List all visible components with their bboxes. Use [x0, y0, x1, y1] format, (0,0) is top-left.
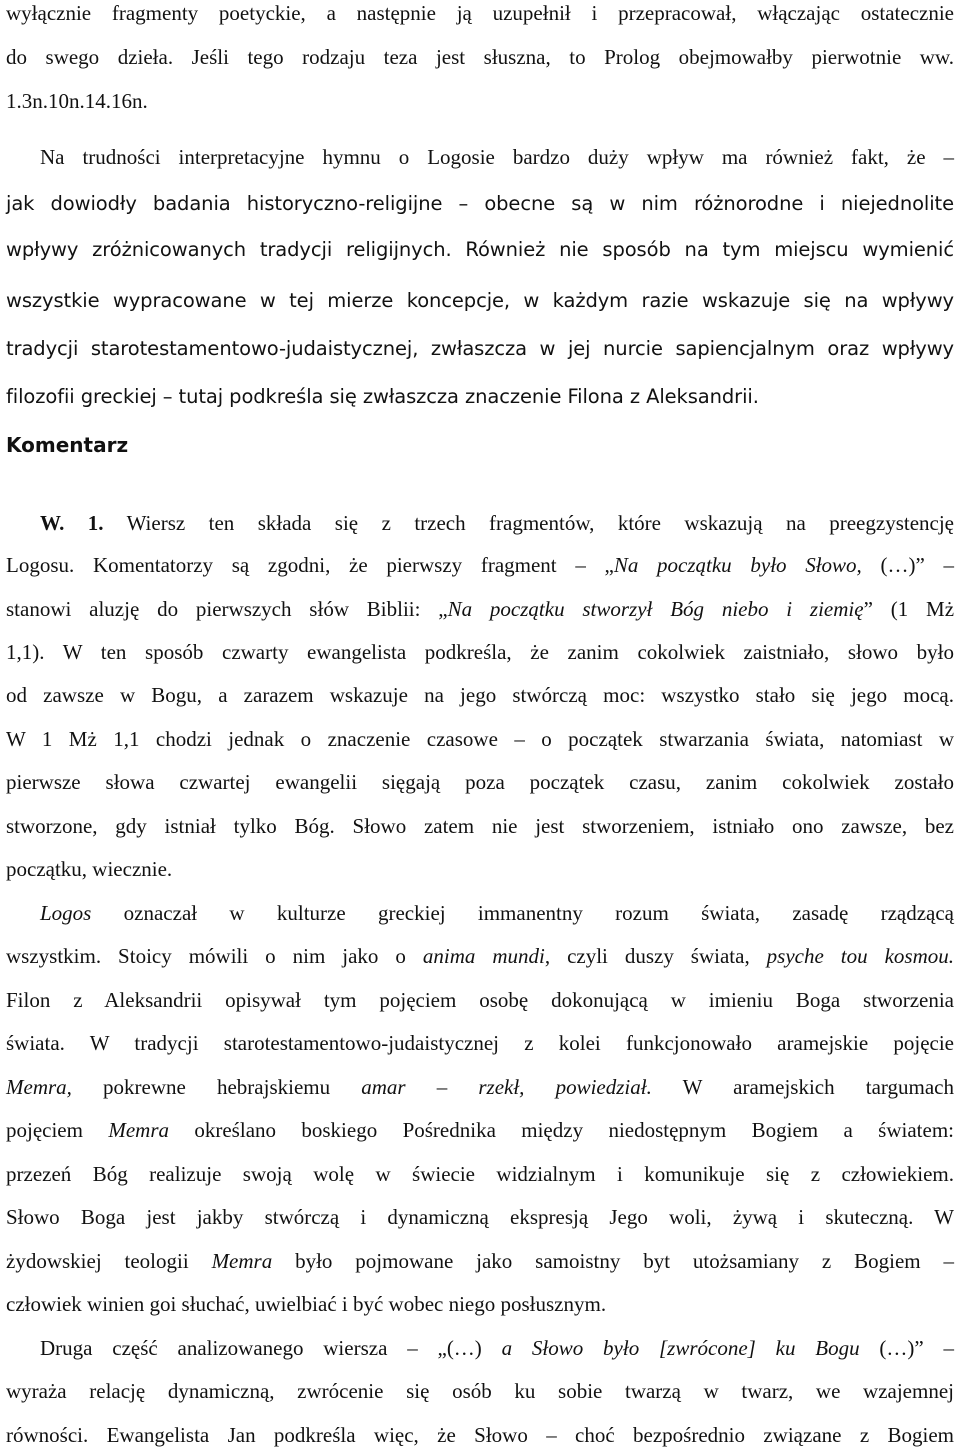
text-line: Na trudności interpretacyjne hymnu o Logosie bardzo duży wpływ ma również fakt, że –	[40, 145, 954, 169]
text-span: (…)” –	[859, 1336, 954, 1360]
text-span: Wiersz ten składa się z trzech fragmentów, które wskazują na preegzystencję	[103, 511, 954, 535]
text-line: wyłącznie fragmenty poetyckie, a następnie ją uzupełnił i przepracował, włączając ostatecznie	[6, 1, 954, 25]
text-span: pokrewne hebrajskiemu	[71, 1075, 362, 1099]
text-span: Również nie sposób na tym miejscu wymienić	[451, 238, 954, 261]
text-line: człowiek winien goi słuchać, uwielbiać i być wobec niego posłusznym.	[6, 1292, 607, 1316]
text-line	[40, 509, 954, 537]
text-line	[6, 1073, 954, 1101]
text-line: W 1 Mż 1,1 chodzi jednak o znaczenie czasowe – o początek stwarzania świata, natomiast w	[6, 727, 954, 751]
text-line	[40, 899, 954, 927]
text-line	[40, 1334, 954, 1362]
text-line: do swego dzieła. Jeśli tego rodzaju teza jest słuszna, to Prolog obejmowałby pierwotnie ww.	[6, 45, 954, 69]
text-span: Druga część analizowanego wiersza – „(…)	[40, 1336, 502, 1360]
text-line	[6, 595, 954, 623]
text-span: oznaczał w kulturze greckiej immanentny rozum świata, zasadę rządzącą	[91, 901, 954, 925]
term-italic: anima mundi	[422, 944, 545, 968]
text-line	[6, 1247, 954, 1275]
text-span: (…)” –	[861, 553, 954, 577]
text-line: filozofii greckiej – tutaj podkreśla się zwłaszcza znaczenie Filona z Aleksandrii.	[6, 385, 759, 408]
section-heading: Komentarz	[6, 433, 129, 457]
text-line: świata. W tradycji starotestamentowo-judaistycznej z kolei funkcjonowało aramejskie pojęcie	[6, 1031, 954, 1055]
text-span: określano boskiego Pośrednika między niedostępnym Bogiem a światem:	[169, 1118, 954, 1142]
term-italic: Memra	[211, 1249, 273, 1273]
quote-italic: a Słowo było [zwrócone] ku Bogu	[501, 1336, 860, 1360]
text-line: wyraża relację dynamiczną, zwrócenie się osób ku sobie twarzą w twarz, we wzajemnej	[6, 1379, 954, 1403]
text-span: , czyli duszy świata,	[544, 944, 767, 968]
term-italic: psyche tou kosmou.	[766, 944, 954, 968]
verse-label: W. 1.	[40, 511, 104, 535]
text-line: Filon z Aleksandrii opisywał tym pojęciem osobę dokonującą w imieniu Boga stworzenia	[6, 988, 954, 1012]
term-italic: Logos	[40, 901, 92, 925]
text-span: żydowskiej teologii	[6, 1249, 212, 1273]
quote-italic: Na początku stworzył Bóg niebo i ziemię	[447, 597, 864, 621]
text-line: tradycji starotestamentowo-judaistycznej, zwłaszcza w jej nurcie sapiencjalnym oraz wpływy	[6, 337, 954, 360]
term-italic: Memra,	[6, 1075, 72, 1099]
term-italic: amar – rzekł, powiedział.	[361, 1075, 652, 1099]
text-line	[6, 236, 954, 264]
text-span: pojęciem	[6, 1118, 109, 1142]
term-italic: Memra	[108, 1118, 169, 1142]
text-line: Słowo Boga jest jakby stwórczą i dynamiczną ekspresją Jego woli, żywą i skuteczną. W	[6, 1205, 954, 1229]
text-line	[6, 1116, 954, 1144]
text-span: W aramejskich targumach	[651, 1075, 954, 1099]
text-line: jak dowiodły badania historyczno-religijne – obecne są w nim różnorodne i niejednolite	[6, 192, 954, 215]
quote-italic: Na początku było Słowo,	[613, 553, 862, 577]
text-span: Logosu. Komentatorzy są zgodni, że pierwszy fragment – „	[6, 553, 614, 577]
text-line: 1,1). W ten sposób czwarty ewangelista podkreśla, że zanim cokolwiek zaistniało, słowo było	[6, 640, 954, 664]
text-line	[6, 942, 954, 970]
text-line: przezeń Bóg realizuje swoją wolę w świecie widzialnym i komunikuje się z człowiekiem.	[6, 1162, 954, 1186]
text-line: 1.3n.10n.14.16n.	[6, 89, 148, 113]
text-line: od zawsze w Bogu, a zarazem wskazuje na jego stwórczą moc: wszystko stało się jego mocą.	[6, 683, 954, 707]
text-span: stanowi aluzję do pierwszych słów Biblii: „	[6, 597, 448, 621]
text-line: wszystkie wypracowane w tej mierze koncepcje, w każdym razie wskazuje się na wpływy	[6, 289, 954, 312]
text-line: równości. Ewangelista Jan podkreśla więc, że Słowo – choć bezpośrednio związane z Bogiem	[6, 1423, 954, 1447]
text-span: wpływy zróżnicowanych tradycji religijnych.	[6, 238, 452, 261]
text-line: pierwsze słowa czwartej ewangelii sięgają poza początek czasu, zanim cokolwiek zostało	[6, 770, 954, 794]
text-span: wszystkim. Stoicy mówili o nim jako o	[6, 944, 423, 968]
text-line	[6, 551, 954, 579]
text-line: stworzone, gdy istniał tylko Bóg. Słowo zatem nie jest stworzeniem, istniało ono zawsze, bez	[6, 814, 954, 838]
text-span: ” (1 Mż	[863, 597, 955, 621]
text-line: początku, wiecznie.	[6, 857, 173, 881]
text-span: było pojmowane jako samoistny byt utożsamiany z Bogiem –	[272, 1249, 954, 1273]
